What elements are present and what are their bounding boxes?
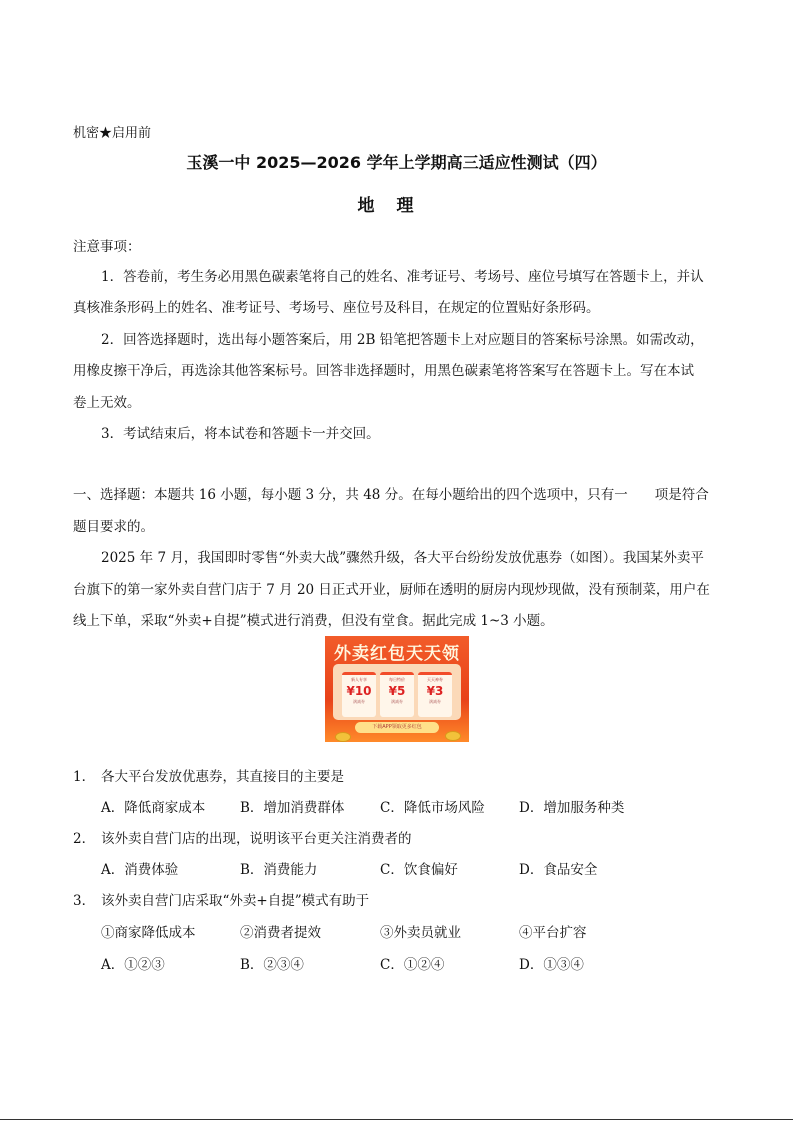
question-3-item-4: ④平台扩容 <box>519 925 587 941</box>
coupon-banner-image <box>325 636 469 742</box>
exam-title: 玉溪一中 2025—2026 学年上学期高三适应性测试（四） <box>186 153 607 172</box>
question-3-item-1: ①商家降低成本 <box>101 925 196 941</box>
question-2-option-c: C．饮食偏好 <box>380 862 458 878</box>
question-3-stem: 该外卖自营门店采取“外卖+自提”模式有助于 <box>101 893 370 909</box>
question-3-option-c: C．①②④ <box>380 957 445 973</box>
question-3-item-3: ③外卖员就业 <box>380 925 461 941</box>
coupon-sub: 满减券 <box>429 699 441 704</box>
question-3-option-d: D．①③④ <box>519 957 584 973</box>
page-bottom-rule <box>0 1119 793 1120</box>
question-1-number: 1． <box>73 769 96 785</box>
question-3-option-a: A．①②③ <box>101 957 165 973</box>
section-instruction-line-2: 题目要求的。 <box>73 519 154 535</box>
question-2-option-d: D．食品安全 <box>519 862 598 878</box>
notice-item-2-line-3: 卷上无效。 <box>73 395 141 411</box>
question-2-number: 2． <box>73 831 96 847</box>
question-1-option-a: A．降低商家成本 <box>101 800 206 816</box>
coupon-head: 新人专享 <box>351 677 367 682</box>
passage-line-1: 2025 年 7 月，我国即时零售“外卖大战”骤然升级，各大平台纷纷发放优惠券（如图）。我国某外卖平 <box>101 550 704 566</box>
question-2-option-b: B．消费能力 <box>240 862 318 878</box>
coupon-sub: 满减券 <box>391 699 403 704</box>
gold-coin-icon <box>335 732 351 742</box>
question-3-item-2: ②消费者提效 <box>240 925 321 941</box>
banner-button: 下载APP领取更多红包 <box>355 722 439 733</box>
coupon-card <box>380 672 414 717</box>
coupon-head: 天天神券 <box>427 677 443 682</box>
notice-item-2-line-1: 2．回答选择题时，选出每小题答案后，用 2B 铅笔把答题卡上对应题目的答案标号涂黑。如需改动， <box>101 332 704 348</box>
question-3-number: 3． <box>73 893 96 909</box>
question-1-option-d: D．增加服务种类 <box>519 800 625 816</box>
question-1-stem: 各大平台发放优惠券，其直接目的主要是 <box>101 769 344 785</box>
passage-line-3: 线上下单，采取“外卖+自提”模式进行消费，但没有堂食。据此完成 1~3 小题。 <box>73 613 554 629</box>
notice-item-1-line-2: 真核准条形码上的姓名、准考证号、考场号、座位号及科目，在规定的位置贴好条形码。 <box>73 300 600 316</box>
coupon-card <box>342 672 376 717</box>
coupon-head: 每日特价 <box>389 677 405 682</box>
section-instruction-line-1: 一、选择题：本题共 16 小题，每小题 3 分，共 48 分。在每小题给出的四个选项中，只有一 项是符合 <box>73 487 709 503</box>
coupon-sub: 满减券 <box>353 699 365 704</box>
notice-heading: 注意事项： <box>73 239 141 255</box>
coupon-value: ¥10 <box>346 684 372 698</box>
notice-item-1-line-1: 1．答卷前，考生务必用黑色碳素笔将自己的姓名、准考证号、考场号、座位号填写在答题卡上，并认 <box>101 269 704 285</box>
coupon-value: ¥5 <box>388 684 406 698</box>
question-3-option-b: B．②③④ <box>240 957 304 973</box>
confidential-label: 机密★启用前 <box>73 126 152 141</box>
question-1-option-b: B．增加消费群体 <box>240 800 345 816</box>
question-2-stem: 该外卖自营门店的出现，说明该平台更关注消费者的 <box>101 831 412 847</box>
question-2-option-a: A．消费体验 <box>101 862 179 878</box>
subject-title: 地理 <box>357 196 436 216</box>
question-1-option-c: C．降低市场风险 <box>380 800 485 816</box>
passage-line-2: 台旗下的第一家外卖自营门店于 7 月 20 日正式开业，厨师在透明的厨房内现炒现做，没有预制菜，用户在 <box>73 582 710 598</box>
notice-item-2-line-2: 用橡皮擦干净后，再选涂其他答案标号。回答非选择题时，用黑色碳素笔将答案写在答题卡上。写在本试 <box>73 363 694 379</box>
banner-title: 外卖红包天天领 <box>334 644 460 664</box>
gold-coin-icon <box>445 731 461 741</box>
coupon-value: ¥3 <box>426 684 444 698</box>
coupon-card <box>418 672 452 717</box>
notice-item-3: 3．考试结束后，将本试卷和答题卡一并交回。 <box>101 426 380 442</box>
